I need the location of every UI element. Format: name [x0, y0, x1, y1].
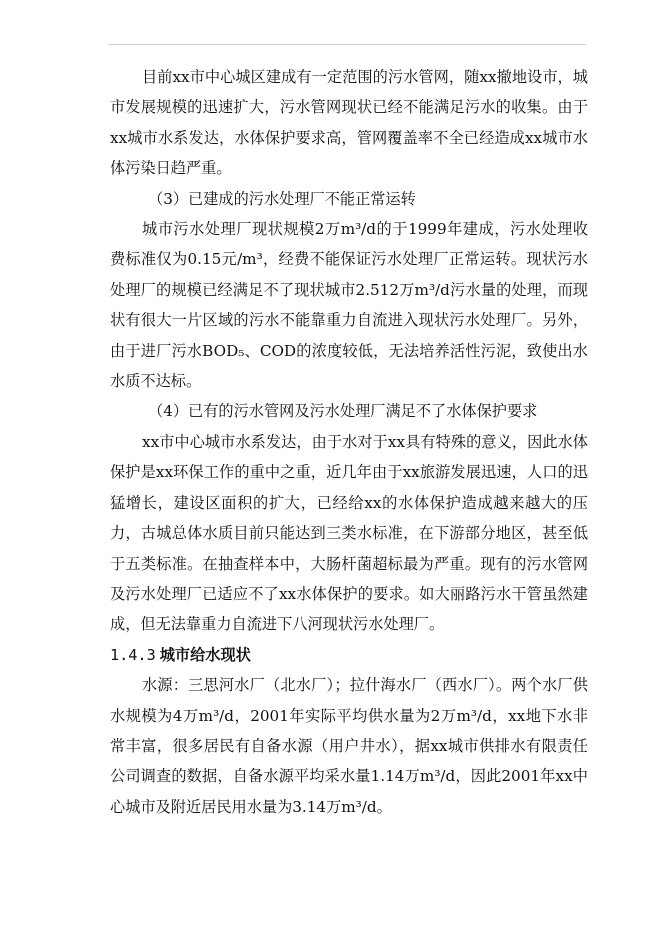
paragraph-treatment-plant: 城市污水处理厂现状规模2万m³/d的于1999年建成，污水处理收费标准仅为0.15元/m³，经费不能保证污水处理厂正常运转。现状污水处理厂的规模已经满足不了现状城市2.512万m³/d污水量的处理，而现状有很大一片区域的污水不能靠重力自流进入现状污水处理厂。另外，由于进厂污水BOD₅、COD的浓度较低，无法培养活性污泥，致使出水水质不达标。 [110, 220, 588, 391]
section-title: 城市给水现状 [159, 645, 251, 664]
header-rule [108, 44, 586, 45]
paragraph-water-protection: xx市中心城市水系发达，由于水对于xx具有特殊的意义，因此水体保护是xx环保工作的重中之重，近几年由于xx旅游发展迅速，人口的迅猛增长，建设区面积的扩大，已经给xx的水体保护造成越来越大的压力，古城总体水质目前只能达到三类水标准，在下游部分地区，甚至低于五类标准。在抽查样本中，大肠杆菌超标最为严重。现有的污水管网及污水处理厂已适应不了xx水体保护的要求。如大丽路污水干管虽然建成，但无法靠重力自流进下八河现状污水处理厂。 [110, 432, 588, 634]
subheading-treatment-plant: （3）已建成的污水处理厂不能正常运转 [148, 189, 416, 208]
subheading-water-protection: （4）已有的污水管网及污水处理厂满足不了水体保护要求 [148, 402, 538, 421]
section-number: 1.4.3 [110, 645, 156, 664]
document-body [110, 62, 588, 822]
paragraph-sewer-network: 目前xx市中心城区建成有一定范围的污水管网，随xx撤地设市，城市发展规模的迅速扩大，污水管网现状已经不能满足污水的收集。由于xx城市水系发达，水体保护要求高，管网覆盖率不全已经造成xx城市水体污染日趋严重。 [110, 68, 588, 178]
section-heading [110, 640, 588, 670]
paragraph-water-supply: 水源：三思河水厂（北水厂）；拉什海水厂（西水厂）。两个水厂供水规模为4万m³/d，2001年实际平均供水量为2万m³/d，xx地下水非常丰富，很多居民有自备水源（用户井水），据xx城市供排水有限责任公司调查的数据，自备水源平均采水量1.14万m³/d，因此2001年xx中心城市及附近居民用水量为3.14万m³/d。 [110, 676, 588, 816]
